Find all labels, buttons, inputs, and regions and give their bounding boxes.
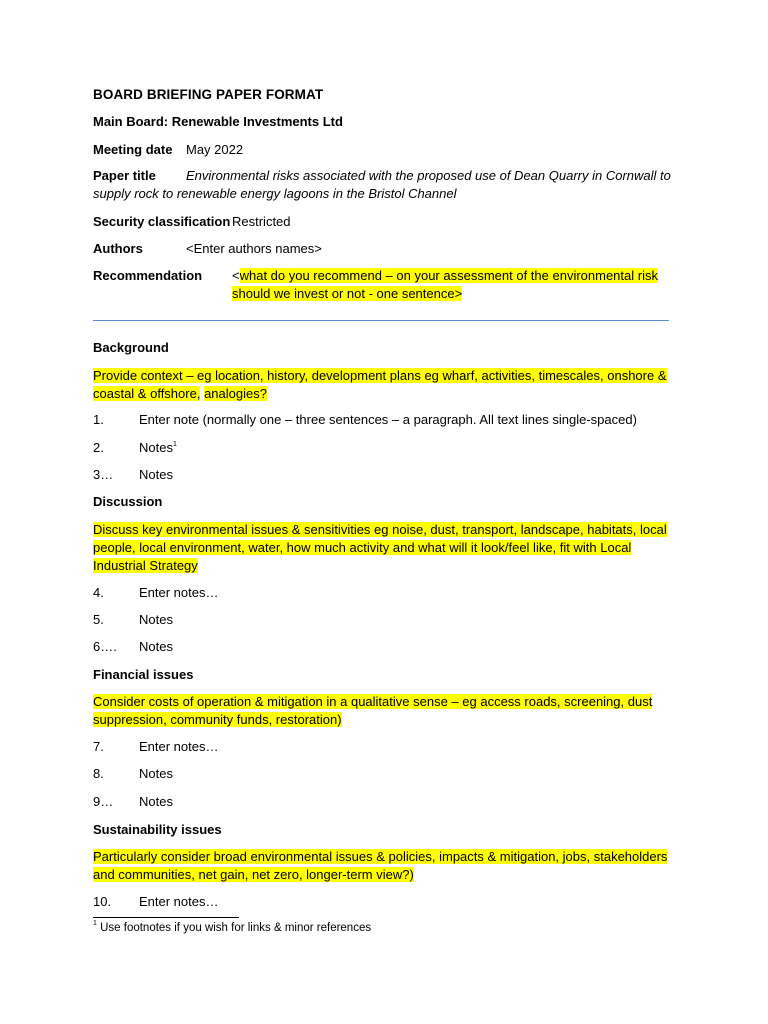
authors-label: Authors — [93, 241, 143, 256]
list-item-number: 1. — [93, 412, 104, 427]
list-item-text-wrap — [139, 439, 177, 457]
paper-title-line-2: supply rock to renewable energy lagoons in the Bristol Channel — [93, 186, 457, 201]
footnote — [93, 921, 371, 935]
recommendation-line-2 — [232, 285, 462, 303]
authors-value: <Enter authors names> — [186, 241, 322, 256]
list-item-number: 5. — [93, 612, 104, 627]
sustainability-guidance-line-2: and communities, net gain, net zero, longer-term view?) — [93, 867, 414, 882]
sustainability-heading: Sustainability issues — [93, 822, 222, 837]
list-item-number: 8. — [93, 766, 104, 781]
section-divider — [93, 320, 669, 321]
discussion-guidance-line-3: Industrial Strategy — [93, 558, 198, 573]
paper-title-line-1: Environmental risks associated with the proposed use of Dean Quarry in Cornwall to — [186, 168, 671, 183]
paper-title-label: Paper title — [93, 168, 156, 183]
background-heading: Background — [93, 340, 169, 355]
security-label: Security classification — [93, 214, 231, 229]
background-guidance-line-2b: analogies? — [204, 386, 267, 401]
list-item-text: Enter note (normally one – three sentences – a paragraph. All text lines single-spaced) — [139, 412, 637, 427]
discussion-guidance-line-1: Discuss key environmental issues & sensitivities eg noise, dust, transport, landscape, habitats, local — [93, 522, 667, 537]
background-guidance-line-1: Provide context – eg location, history, development plans eg wharf, activities, timescales, onshore & — [93, 368, 667, 383]
financial-guidance — [93, 693, 668, 729]
sustainability-guidance — [93, 848, 668, 884]
list-item-text: Notes — [139, 467, 173, 482]
list-item-number: 3… — [93, 467, 114, 482]
list-item-number: 7. — [93, 739, 104, 754]
footnote-separator — [93, 917, 239, 918]
meeting-date-row — [93, 141, 244, 159]
list-item-number: 6…. — [93, 639, 117, 654]
list-item-text: Notes — [139, 639, 173, 654]
list-item-text: Enter notes… — [139, 585, 219, 600]
list-item-text: Notes — [139, 440, 173, 455]
discussion-heading: Discussion — [93, 494, 163, 509]
recommendation-lt: < — [232, 268, 240, 283]
financial-heading: Financial issues — [93, 667, 194, 682]
meeting-date-label: Meeting date — [93, 142, 173, 157]
financial-guidance-line-1: Consider costs of operation & mitigation in a qualitative sense – eg access roads, screening, dust — [93, 694, 653, 709]
discussion-guidance-line-2: people, local environment, water, how much activity and what will it look/feel like, fit with Local — [93, 540, 632, 555]
list-item-number: 9… — [93, 794, 114, 809]
list-item-number: 2. — [93, 440, 104, 455]
recommendation-text-2: should we invest or not - one sentence> — [232, 286, 463, 301]
security-value: Restricted — [232, 214, 291, 229]
authors-row — [93, 240, 322, 258]
list-item-text: Enter notes… — [139, 894, 219, 909]
list-item-text: Enter notes… — [139, 739, 219, 754]
paper-title-row — [93, 167, 671, 185]
footnote-text: Use footnotes if you wish for links & minor references — [96, 922, 372, 934]
background-guidance — [93, 367, 668, 403]
main-board-line: Main Board: Renewable Investments Ltd — [93, 114, 343, 129]
list-item-number: 4. — [93, 585, 104, 600]
recommendation-row — [93, 267, 658, 285]
list-item-text: Notes — [139, 766, 173, 781]
recommendation-line-1 — [232, 267, 658, 285]
meeting-date-value: May 2022 — [186, 142, 244, 157]
list-item-text: Notes — [139, 612, 173, 627]
financial-guidance-line-2: suppression, community funds, restoration) — [93, 712, 342, 727]
security-row — [93, 213, 291, 231]
recommendation-text-1: what do you recommend – on your assessment of the environmental risk — [239, 268, 658, 283]
list-item-text: Notes — [139, 794, 173, 809]
discussion-guidance — [93, 521, 668, 575]
footnote-reference[interactable]: 1 — [172, 441, 177, 448]
recommendation-label: Recommendation — [93, 268, 203, 283]
background-guidance-line-2a: coastal & offshore, — [93, 386, 201, 401]
list-item-number: 10. — [93, 894, 112, 909]
document-title: BOARD BRIEFING PAPER FORMAT — [93, 87, 324, 102]
footnote-marker: 1 — [93, 920, 97, 927]
sustainability-guidance-line-1: Particularly consider broad environmental issues & policies, impacts & mitigation, jobs, stakeholders — [93, 849, 668, 864]
